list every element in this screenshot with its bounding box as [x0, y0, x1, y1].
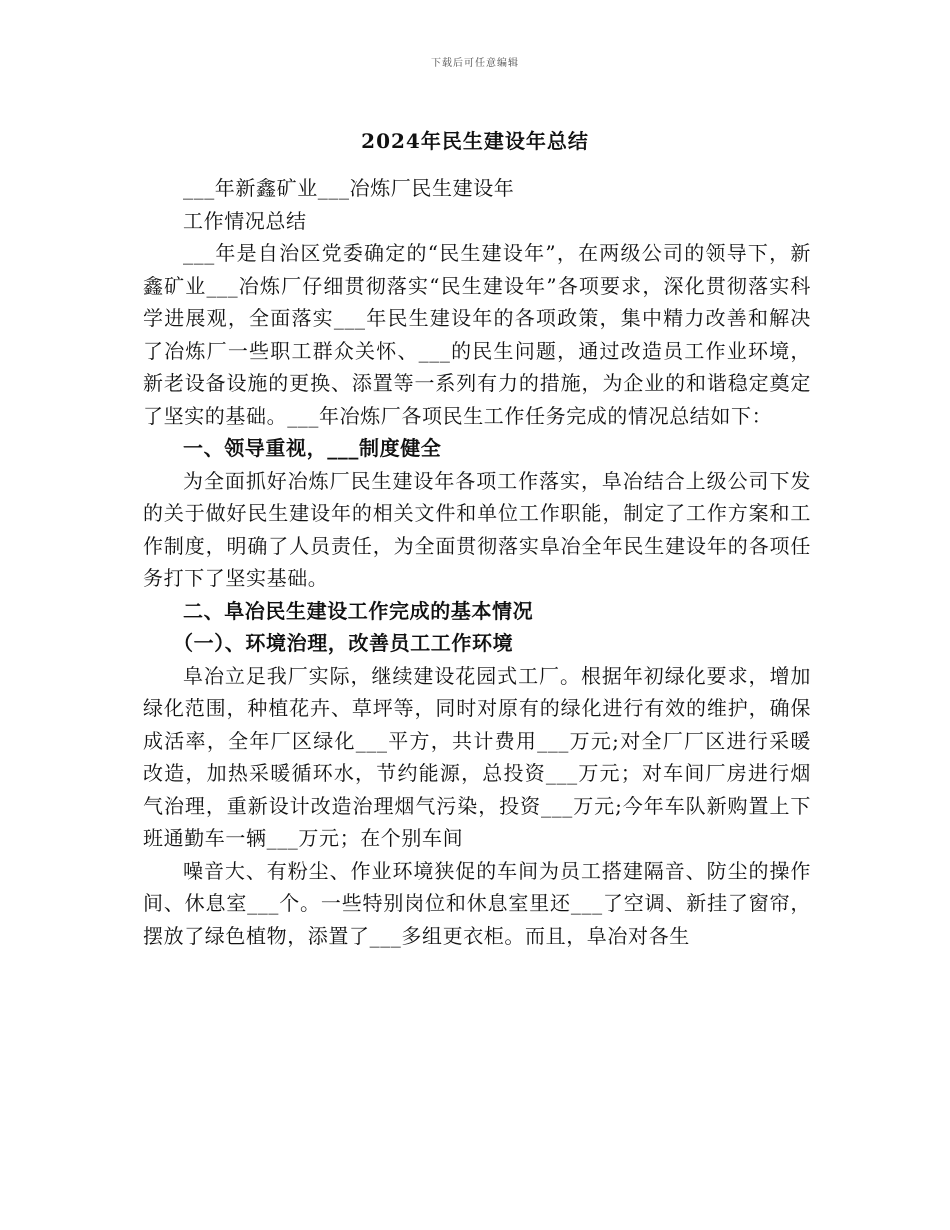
document-body	[143, 172, 811, 952]
subsection-heading-1: （一）、环境治理，改善员工工作环境	[173, 631, 514, 655]
paragraph-subtitle-line1: ___年新鑫矿业___冶炼厂民生建设年	[183, 176, 515, 200]
paragraph-workshop: 噪音大、有粉尘、作业环境狭促的车间为员工搭建隔音、防尘的操作间、休息室___个。一些特别岗位和休息室里还___了空调、新挂了窗帘，摆放了绿色植物，添置了___多组更衣柜。而且，阜冶对各生	[143, 858, 811, 948]
section-heading-1: 一、领导重视，___制度健全	[183, 436, 442, 460]
paragraph-section-1: 为全面抓好冶炼厂民生建设年各项工作落实，阜冶结合上级公司下发的关于做好民生建设年的相关文件和单位工作职能，制定了工作方案和工作制度，明确了人员责任，为全面贯彻落实阜冶全年民生建设年的各项任务打下了坚实基础。	[143, 468, 811, 590]
paragraph-subtitle-line2: 工作情况总结	[183, 208, 307, 233]
paragraph-environment: 阜冶立足我厂实际，继续建设花园式工厂。根据年初绿化要求，增加绿化范围，种植花卉、草坪等，同时对原有的绿化进行有效的维护，确保成活率，全年厂区绿化___平方，共计费用___万元;对全厂厂区进行采暖改造，加热采暖循环水，节约能源，总投资___万元；对车间厂房进行烟气治理，重新设计改造治理烟气污染，投资___万元;今年车队新购置上下班通勤车一辆___万元；在个别车间	[143, 663, 811, 850]
document-title: 2024年民生建设年总结	[361, 129, 589, 153]
paragraph-intro: ___年是自治区党委确定的“民生建设年”，在两级公司的领导下，新鑫矿业___冶炼厂仔细贯彻落实“民生建设年”各项要求，深化贯彻落实科学进展观，全面落实___年民生建设年的各项政策，集中精力改善和解决了冶炼厂一些职工群众关怀、___的民生问题，通过改造员工作业环境，新老设备设施的更换、添置等一系列有力的措施，为企业的和谐稳定奠定了坚实的基础。___年冶炼厂各项民生工作任务完成的情况总结如下：	[143, 241, 811, 428]
section-heading-2: 二、阜冶民生建设工作完成的基本情况	[183, 598, 534, 623]
header-note: 下载后可任意编辑	[431, 58, 519, 69]
